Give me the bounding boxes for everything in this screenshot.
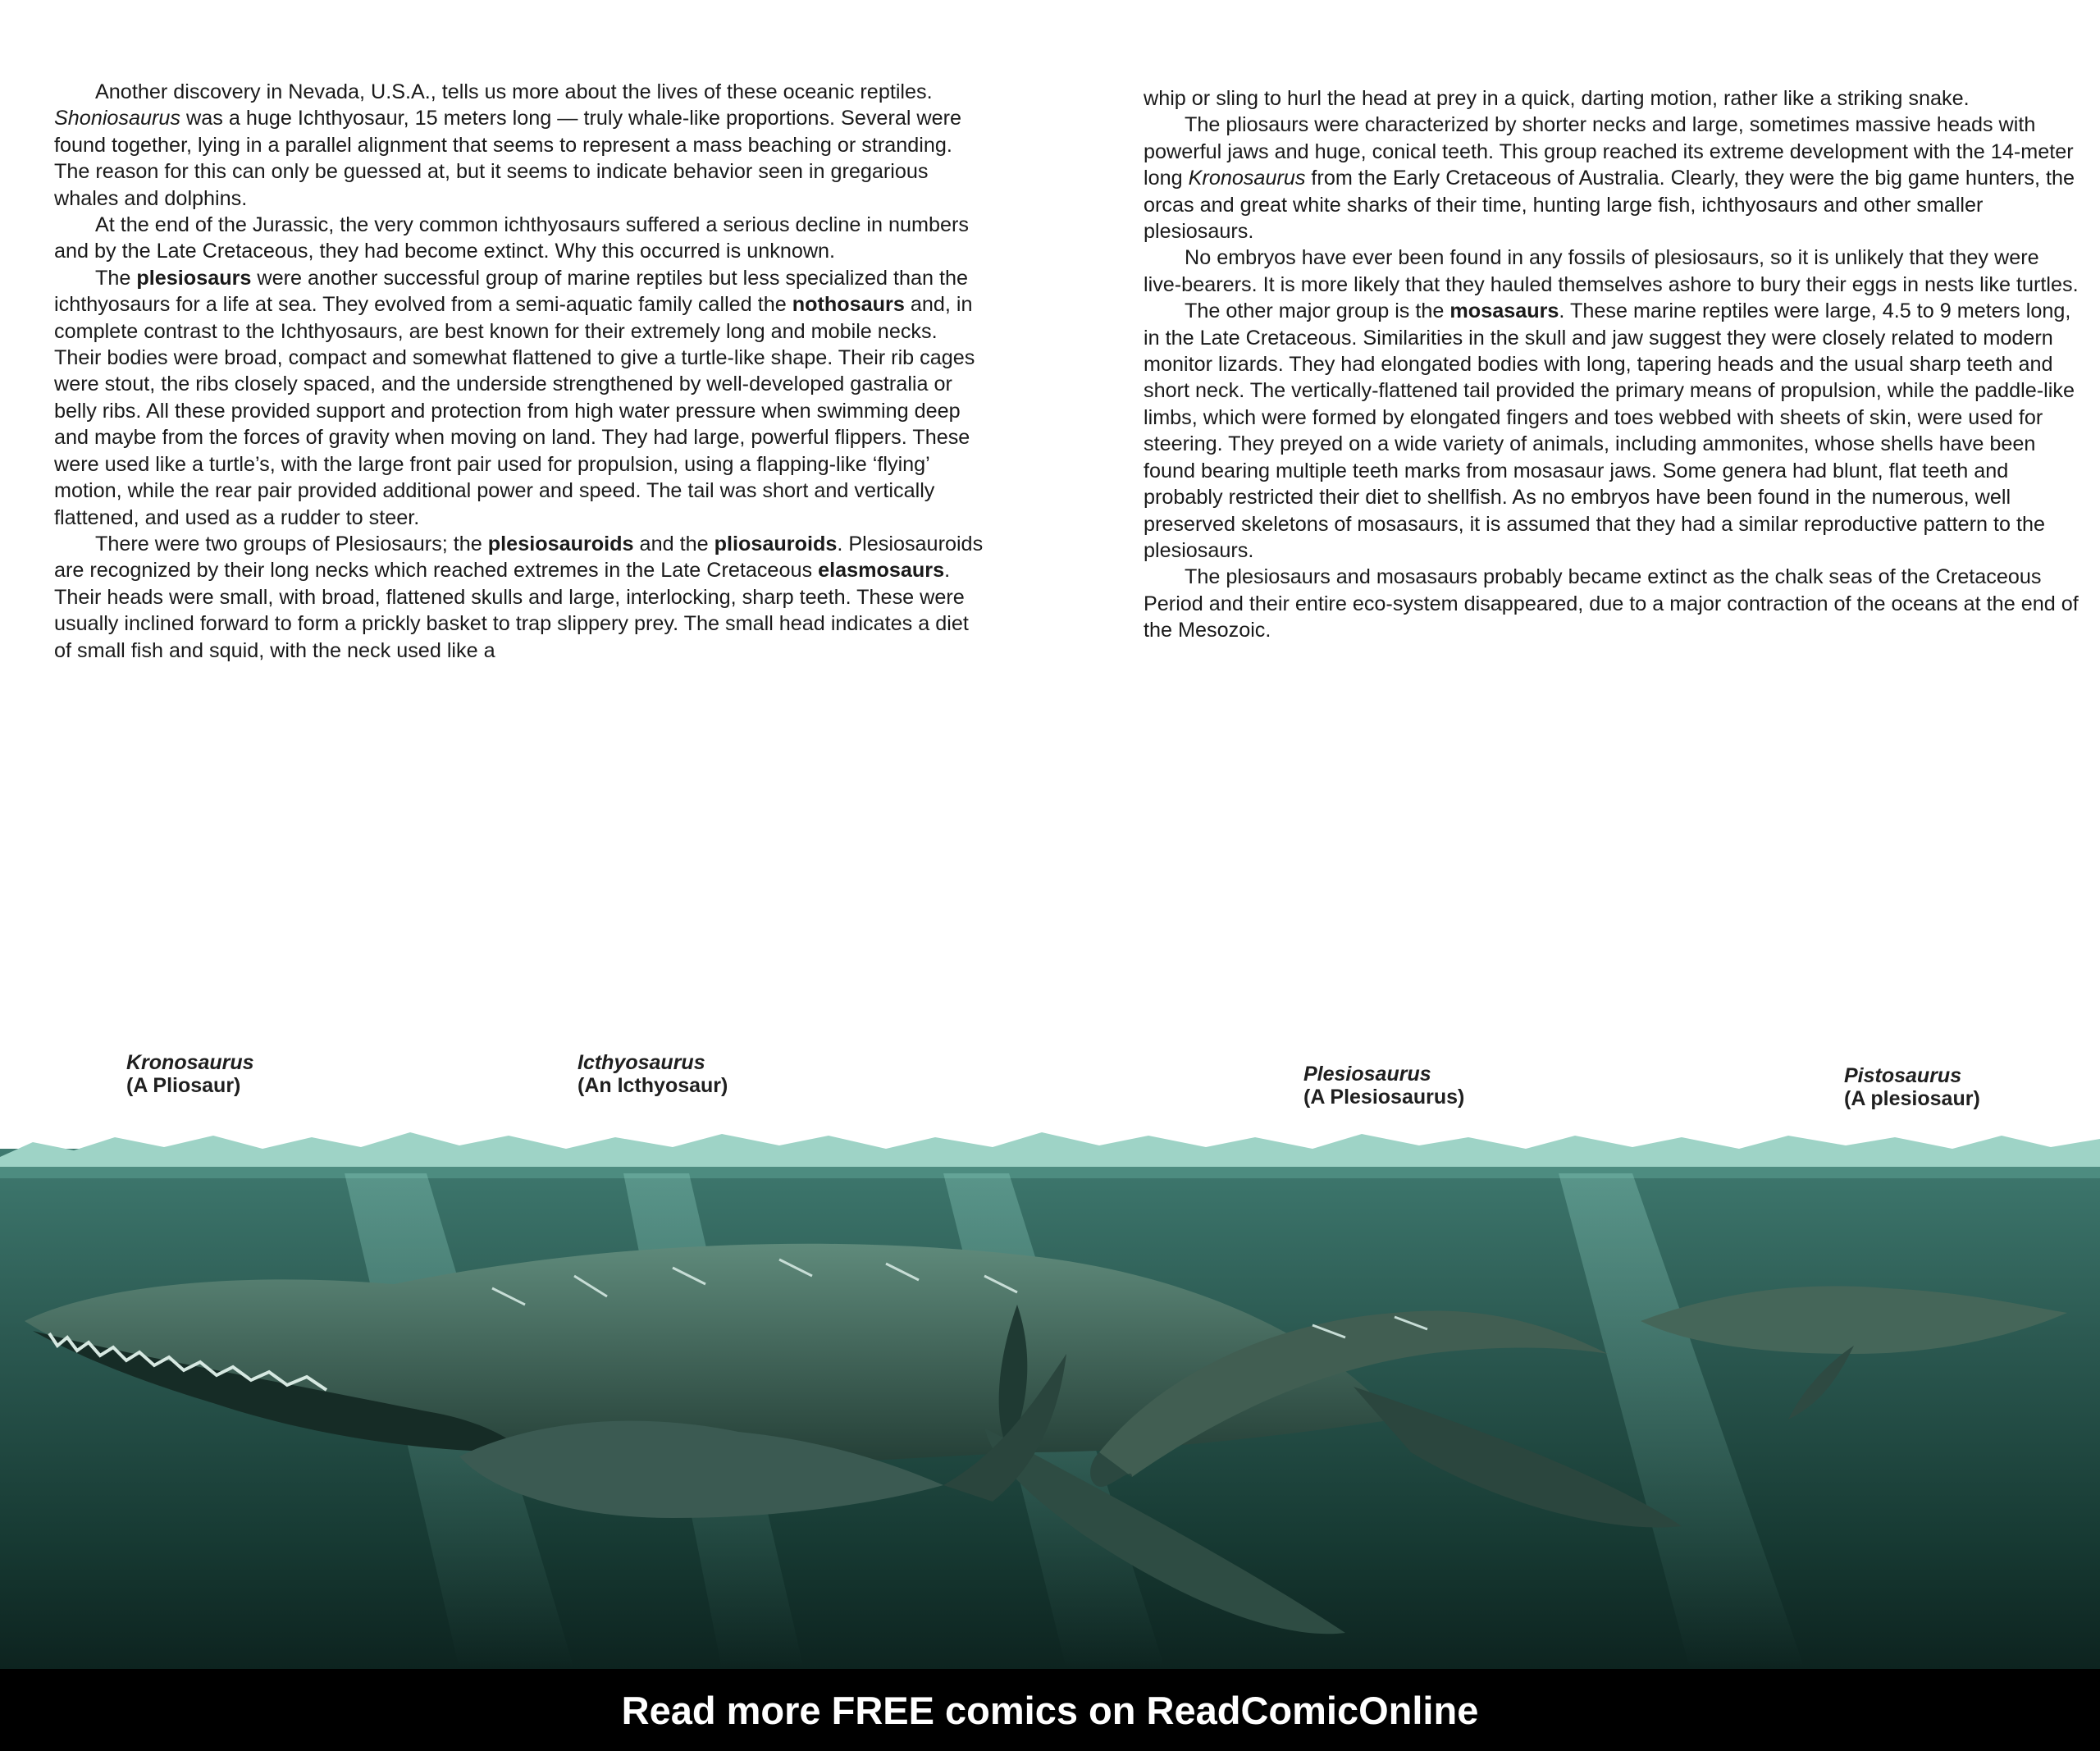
- caption-group: (A Pliosaur): [126, 1074, 241, 1097]
- left-text-column: [54, 79, 985, 664]
- bold-term: nothosaurs: [792, 293, 905, 317]
- text-span: whip or sling to hurl the head at prey in a quick, darting motion, rather like a striking snake.: [1144, 87, 1970, 110]
- text-span: No embryos have ever been found in any fossils of plesiosaurs, so it is unlikely that they were live-bearers. It is more likely that they hauled themselves ashore to bury their eggs in nests like turtles.: [1144, 246, 2079, 296]
- paragraph: [1144, 564, 2079, 643]
- text-span: were another successful group of marine reptiles but less specialized than the ichthyosaurs for a life at sea. They evolved from a semi-aquatic family called the: [54, 266, 969, 317]
- italic-term: Kronosaurus: [1188, 167, 1306, 190]
- surface-band: [0, 1167, 2100, 1178]
- text-span: . These marine reptiles were large, 4.5 to 9 meters long, in the Late Cretaceous. Similarities in the skull and jaw suggest they were closely related to modern monitor lizards. They had elongated bodies with long, tapering heads and the usual sharp teeth and short neck. The vertically-flattened tail provided the primary means of propulsion, while the paddle-like limbs, which were formed by elongated fingers and toes webbed with sheets of skin, were used for steering. They preyed on a wide variety of animals, including ammonites, whose shells have been found bearing multiple teeth marks from mosasaur jaws. Some genera had blunt, flat teeth and probably restricted their diet to shellfish. As no embryos have been found in the numerous, well preserved skeletons of mosasaurs, it is assumed that they had a similar reproductive pattern to the plesiosaurs.: [1144, 299, 2075, 562]
- scene-svg: [0, 1108, 2100, 1669]
- bold-term: elasmosaurs: [818, 559, 945, 583]
- underwater-illustration: [0, 1108, 2100, 1669]
- text-span: from the Early Cretaceous of Australia. Clearly, they were the big game hunters, the orcas and great white sharks of their time, hunting large fish, ichthyosaurs and other smaller plesiosaurs.: [1144, 167, 2075, 244]
- paragraph: [54, 79, 985, 212]
- paragraph: [54, 212, 985, 265]
- paragraph: [1144, 112, 2079, 245]
- text-span: was a huge Ichthyosaur, 15 meters long — truly whale-like proportions. Several were found together, lying in a parallel alignment that seems to represent a mass beaching or stranding. The reason for this can only be guessed at, but it seems to indicate behavior seen in gregarious whales and dolphins.: [54, 107, 962, 210]
- bold-term: plesiosauroids: [487, 532, 634, 555]
- caption-species: Pistosaurus: [1844, 1064, 1962, 1087]
- bold-term: mosasaurs: [1449, 299, 1559, 323]
- text-span: and, in complete contrast to the Ichthyosaurs, are best known for their extremely long and mobile necks. Their bodies were broad, compact and somewhat flattened to give a turtle-like shape. Their rib cages were stout, the ribs closely spaced, and the underside strengthened by well-developed gastralia or belly ribs. All these provided support and protection from high water pressure when swimming deep and maybe from the forces of gravity when moving on land. They had large, powerful flippers. These were used like a turtle’s, with the large front pair used for propulsion, using a flapping-like ‘flying’ motion, while the rear pair provided additional power and speed. The tail was short and vertically flattened, and used as a rudder to steer.: [54, 293, 975, 529]
- caption-species: Icthyosaurus: [578, 1051, 705, 1074]
- text-span: The pliosaurs were characterized by shorter necks and large, sometimes massive heads with powerful jaws and huge, conical teeth. This group reached its extreme development with the 14-meter long: [1144, 113, 2074, 190]
- caption-kronosaurus: [126, 1051, 254, 1097]
- paragraph: [1144, 245, 2079, 298]
- caption-species: Plesiosaurus: [1303, 1063, 1431, 1086]
- text-span: . Plesiosauroids are recognized by their long necks which reached extremes in the Late Cretaceous: [54, 532, 984, 583]
- italic-term: Shoniosaurus: [54, 107, 181, 130]
- paragraph: [1144, 298, 2079, 564]
- caption-plesiosaurus: [1303, 1063, 1464, 1109]
- text-span: Another discovery in Nevada, U.S.A., tells us more about the lives of these oceanic reptiles.: [95, 80, 933, 103]
- promo-banner-text[interactable]: Read more FREE comics on ReadComicOnline: [621, 1688, 1479, 1732]
- caption-group: (A plesiosaur): [1844, 1087, 1980, 1110]
- promo-banner[interactable]: [0, 1669, 2100, 1751]
- caption-group: (A Plesiosaurus): [1303, 1086, 1465, 1109]
- text-span: There were two groups of Plesiosaurs; the: [95, 532, 488, 555]
- text-span: The plesiosaurs and mosasaurs probably became extinct as the chalk seas of the Cretaceous Period and their entire eco-system disappeared, due to a major contraction of the oceans at the end of the Mesozoic.: [1144, 565, 2079, 642]
- caption-icthyosaurus: [578, 1051, 728, 1097]
- caption-group: (An Icthyosaur): [578, 1074, 728, 1097]
- text-span: At the end of the Jurassic, the very common ichthyosaurs suffered a serious decline in numbers and by the Late Cretaceous, they had become extinct. Why this occurred is unknown.: [54, 213, 969, 263]
- bold-term: plesiosaurs: [136, 266, 252, 290]
- caption-species: Kronosaurus: [126, 1051, 254, 1074]
- caption-pistosaurus: [1844, 1064, 1980, 1110]
- paragraph: [54, 265, 985, 531]
- text-span: . Their heads were small, with broad, flattened skulls and large, interlocking, sharp teeth. These were usually inclined forward to form a prickly basket to trap slippery prey. The small head indicates a diet of small fish and squid, with the neck used like a: [54, 559, 969, 662]
- bold-term: pliosauroids: [714, 532, 838, 555]
- text-span: The: [95, 266, 137, 290]
- right-text-column: [1144, 85, 2079, 644]
- text-span: and the: [633, 532, 714, 555]
- text-span: The other major group is the: [1185, 299, 1450, 323]
- paragraph: [54, 531, 985, 664]
- paragraph: [1144, 85, 2079, 112]
